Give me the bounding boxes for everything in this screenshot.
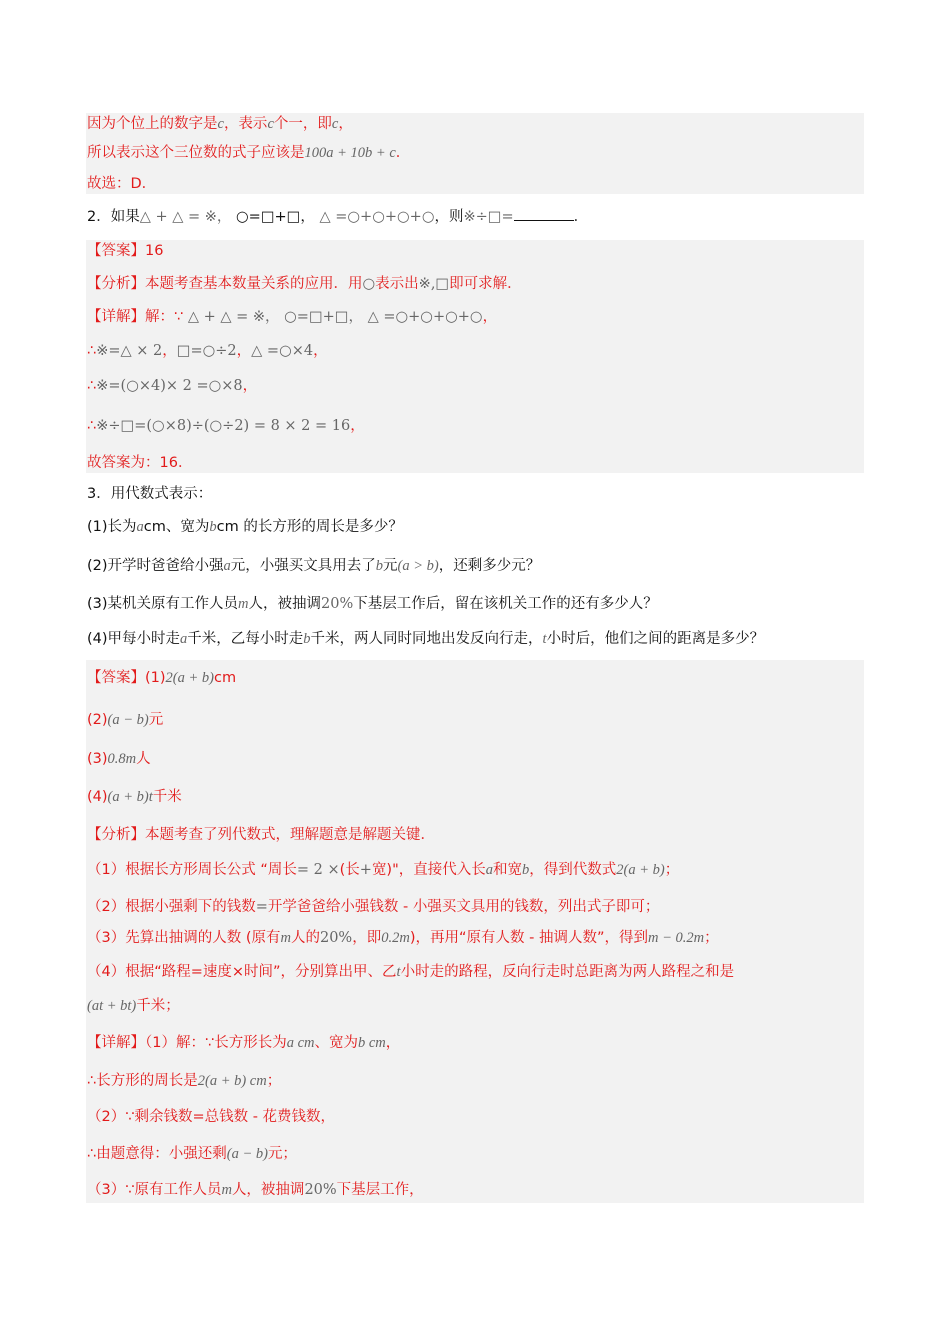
math-expression: a [223, 558, 231, 574]
math-expression: (at + bt) [87, 998, 137, 1014]
text-segment: cm 的长方形的周长是多少？ [216, 519, 403, 535]
text-segment: 千米； [136, 998, 180, 1014]
text-line [87, 825, 435, 845]
text-line [87, 143, 410, 163]
math-expression: m − 0.2m [647, 930, 705, 946]
text-segment: ， [313, 343, 328, 359]
text-line [87, 453, 192, 473]
text-line [87, 376, 257, 396]
text-segment: (长 [339, 862, 360, 878]
math-expression: ※÷□= [463, 209, 514, 225]
text-segment: ， [385, 1035, 401, 1051]
text-line [87, 341, 328, 361]
text-line [87, 594, 658, 614]
text-segment: （3）∵原有工作人员 [87, 1182, 222, 1198]
text-segment: ， [482, 309, 498, 325]
math-expression: △ + △ = ※， [139, 209, 232, 225]
text-segment: ， [162, 343, 177, 359]
text-line [87, 416, 365, 436]
text-line [87, 241, 163, 261]
text-segment: ， [338, 116, 353, 132]
text-segment: ， [350, 418, 365, 434]
text-segment: ，还剩多少元？ [438, 558, 541, 574]
text-line [87, 996, 180, 1016]
text-segment: （2）根据小强剩下的钱数 [87, 899, 256, 915]
text-segment: 小时后，他们之间的距离是多少？ [546, 631, 765, 647]
text-segment: (4)甲每小时走 [87, 631, 181, 647]
text-segment: 3．用代数式表示： [87, 486, 213, 502]
math-expression: (a − b) [226, 1146, 268, 1162]
math-expression: △ + △ = ※， ○=□+□， △ =○+○+○+○ [183, 309, 483, 325]
text-segment: )，再用“原有人数 - 抽调人数”，得到 [409, 930, 648, 946]
text-segment: 【分析】本题考查基本数量关系的应用．用 [87, 276, 363, 292]
text-segment: 故选：D． [87, 176, 157, 192]
math-expression: m [238, 596, 249, 612]
text-line [87, 629, 764, 649]
text-segment: 元 [383, 558, 398, 574]
math-expression: 0.2m [381, 930, 410, 946]
math-expression: ○ [362, 276, 376, 292]
text-segment: (2)开学时爸爸给小强 [87, 558, 224, 574]
text-segment: 【详解】解：∵ [87, 309, 184, 325]
text-line [87, 307, 497, 327]
math-expression: b cm [358, 1035, 386, 1051]
text-segment: 【分析】本题考查了列代数式，理解题意是解题关键． [87, 827, 435, 843]
math-expression: △ =○×4 [251, 343, 314, 359]
text-segment: 【答案】(1) [87, 670, 166, 686]
math-expression: a cm [286, 1035, 315, 1051]
text-segment: ∴ [87, 378, 97, 394]
text-segment: （2）∵剩余钱数=总钱数 - 花费钱数， [87, 1109, 336, 1125]
text-line [87, 174, 156, 194]
math-expression: ※÷□=(○×8)÷(○÷2) = 8 × 2 = 16 [96, 418, 351, 434]
text-segment: ，得到代数式 [529, 862, 617, 878]
text-line [87, 962, 734, 982]
text-segment: 人，被抽调 [248, 596, 322, 612]
text-segment: ， [242, 378, 258, 394]
math-expression: c [331, 116, 339, 132]
text-segment: ，即 [352, 930, 382, 946]
text-line [87, 1033, 400, 1053]
math-expression: 2(a + b) [616, 862, 665, 878]
text-segment: ； [266, 1073, 282, 1089]
math-expression: b [375, 558, 384, 574]
text-line [87, 710, 163, 730]
text-line [87, 860, 679, 880]
text-segment: 下基层工作， [336, 1182, 424, 1198]
answer-blank [514, 206, 574, 221]
text-segment: 【答案】16 [87, 243, 164, 259]
text-line [87, 1144, 297, 1164]
text-segment: ∴由题意得：小强还剩 [87, 1146, 227, 1162]
math-expression: ※=△ × 2 [96, 343, 163, 359]
text-segment: (3)某机关原有工作人员 [87, 596, 239, 612]
text-segment: 千米，两人同时同地出发反向行走， [310, 631, 543, 647]
text-segment: 人的 [290, 930, 320, 946]
text-segment: 千米 [152, 789, 182, 805]
text-segment: 元 [148, 712, 164, 728]
text-line [87, 668, 236, 688]
math-expression: △ =○+○+○+○ [314, 209, 435, 225]
text-segment: ． [573, 209, 589, 225]
math-expression: b [303, 631, 311, 647]
text-segment: 所以表示这个三位数的式子应该是 [87, 145, 305, 161]
text-segment: cm [214, 670, 237, 686]
math-expression: c [267, 116, 274, 132]
text-segment: ； [664, 862, 680, 878]
text-segment: (2) [87, 712, 108, 728]
text-line [87, 897, 659, 917]
math-expression: 2(a + b) [165, 670, 214, 686]
math-expression: 20% [319, 930, 353, 946]
text-segment: ，则 [434, 209, 464, 225]
text-segment: （4）根据“路程=速度×时间”，分别算出甲、乙 [87, 964, 397, 980]
text-segment: 下基层工作后，留在该机关工作的还有多少人？ [353, 596, 658, 612]
text-segment: (1)长为 [87, 519, 137, 535]
math-expression: ,□ [430, 276, 450, 292]
math-expression: m [221, 1182, 232, 1198]
text-line [87, 274, 522, 294]
math-expression: ※ [418, 276, 431, 292]
math-expression: (a > b) [397, 558, 439, 574]
text-segment: 个一，即 [273, 116, 332, 132]
math-expression: 20% [321, 596, 354, 612]
math-expression: 20% [304, 1182, 337, 1198]
text-line [87, 517, 403, 537]
text-line [87, 1107, 335, 1127]
text-segment: ． [395, 145, 411, 161]
math-expression: a [180, 631, 188, 647]
math-expression: c [217, 116, 224, 132]
text-segment: ∴ [87, 418, 97, 434]
text-segment: 元； [267, 1146, 297, 1162]
text-segment: 人 [136, 751, 151, 767]
text-segment: (4) [87, 789, 108, 805]
math-expression: t [542, 631, 547, 647]
text-segment: ，表示 [223, 116, 268, 132]
text-segment: 千米，乙每小时走 [187, 631, 304, 647]
text-segment: 因为个位上的数字是 [87, 116, 218, 132]
math-expression: m [280, 930, 291, 946]
text-segment: 、宽为 [314, 1035, 358, 1051]
math-expression: 0.8m [107, 751, 137, 767]
text-segment: 2．如果 [87, 209, 140, 225]
text-line [87, 556, 540, 576]
math-expression: 2(a + b) cm [197, 1073, 267, 1089]
math-expression: b [522, 862, 530, 878]
text-segment: ∴长方形的周长是 [87, 1073, 198, 1089]
text-segment: 和宽 [493, 862, 523, 878]
text-line [87, 749, 151, 769]
text-line [87, 1180, 424, 1200]
text-line [87, 1071, 281, 1091]
text-line [87, 206, 588, 227]
text-line [87, 928, 719, 948]
text-segment: ； [704, 930, 719, 946]
math-expression: = 2 × [296, 862, 340, 878]
text-line [87, 787, 182, 807]
math-expression: (a − b) [107, 712, 149, 728]
math-expression: (a + b)t [107, 789, 153, 805]
text-segment: ∴ [87, 343, 97, 359]
text-segment: (3) [87, 751, 108, 767]
text-segment: ○=□+□， [231, 209, 315, 225]
math-expression: b [209, 519, 217, 535]
text-segment: （1）根据长方形周长公式 “周长 [87, 862, 297, 878]
math-expression: 100a + 10b + c [304, 145, 396, 161]
text-segment: （3）先算出抽调的人数 (原有 [87, 930, 281, 946]
text-segment: 开学爸爸给小强钱数 - 小强买文具用的钱数，列出式子即可； [267, 899, 660, 915]
math-expression: a [485, 862, 494, 878]
text-segment: 故答案为：16． [87, 455, 193, 471]
math-expression: t [396, 964, 401, 980]
math-expression: = [255, 899, 268, 915]
math-expression: ※=(○×4)× 2 =○×8 [96, 378, 243, 394]
text-segment: 即可求解． [449, 276, 522, 292]
text-segment: 人，被抽调 [231, 1182, 305, 1198]
text-segment: 元，小强买文具用去了 [230, 558, 376, 574]
text-segment: 宽)"，直接代入长 [371, 862, 486, 878]
text-line [87, 484, 212, 504]
text-segment: ， [236, 343, 252, 359]
math-expression: a [136, 519, 144, 535]
text-segment: cm、宽为 [143, 519, 210, 535]
math-expression: □=○÷2 [176, 343, 237, 359]
text-segment: 【详解】（1）解：∵长方形长为 [87, 1035, 287, 1051]
text-segment: 小时走的路程，反向行走时总距离为两人路程之和是 [400, 964, 735, 980]
math-expression: + [359, 862, 372, 878]
text-line [87, 114, 353, 134]
text-segment: 表示出 [375, 276, 419, 292]
